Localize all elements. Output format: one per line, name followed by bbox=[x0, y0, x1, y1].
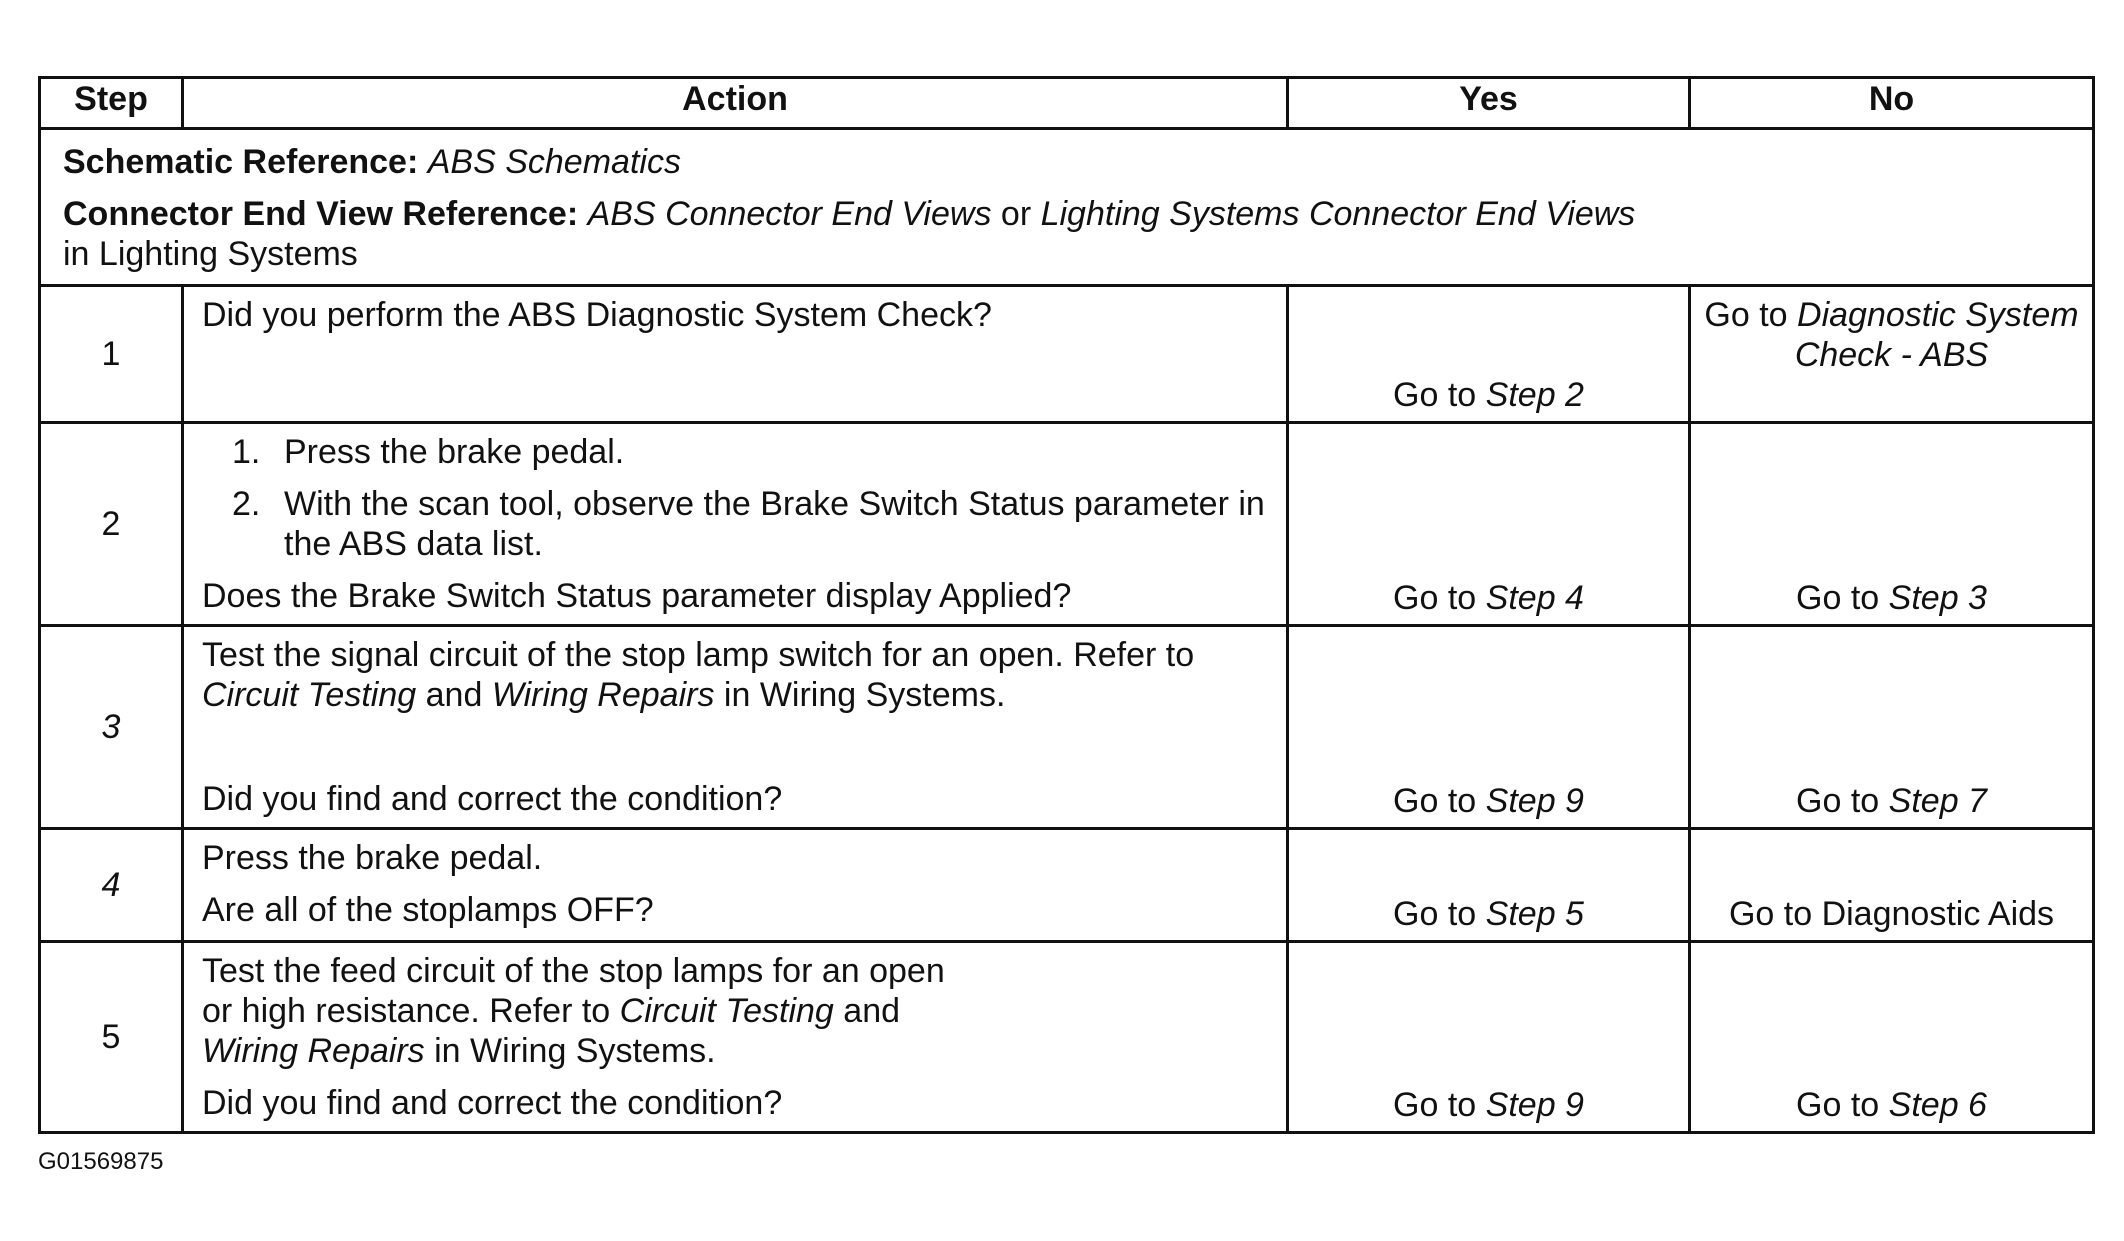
instruction-text: Test the feed circuit of the stop lamps for an open or high resistance. Refer to bbox=[202, 952, 945, 1030]
action-cell bbox=[183, 942, 1288, 1133]
yes-link[interactable]: Step 5 bbox=[1485, 895, 1584, 933]
table-row-step-5 bbox=[40, 942, 2094, 1133]
yes-link[interactable]: Step 9 bbox=[1485, 782, 1584, 820]
subitem-number: 1. bbox=[232, 433, 261, 471]
step-number-cell bbox=[40, 626, 183, 829]
no-prefix: Go to bbox=[1796, 1086, 1880, 1124]
action-subitem-2 bbox=[202, 484, 1268, 564]
header-step: Step bbox=[40, 78, 183, 129]
connector-reference-tail: in Lighting Systems bbox=[63, 235, 358, 273]
circuit-testing-link[interactable]: Circuit Testing bbox=[202, 676, 417, 714]
subitem-number: 2. bbox=[232, 485, 261, 523]
yes-prefix: Go to bbox=[1393, 895, 1477, 933]
spacer bbox=[202, 727, 1268, 779]
step-number: 2 bbox=[40, 423, 183, 626]
instruction-tail: in Wiring Systems. bbox=[434, 1032, 716, 1070]
instruction-and: and bbox=[425, 676, 483, 714]
wiring-repairs-link[interactable]: Wiring Repairs bbox=[202, 1032, 425, 1070]
diagnostic-table bbox=[38, 76, 2095, 1134]
no-prefix: Go to bbox=[1796, 782, 1880, 820]
no-cell bbox=[1690, 286, 2094, 423]
yes-link[interactable]: Step 9 bbox=[1485, 1086, 1584, 1124]
no-diagnostic-aids-link[interactable]: Go to Diagnostic Aids bbox=[1728, 895, 2055, 933]
action-question: Did you find and correct the condition? bbox=[202, 780, 783, 818]
subitem-text: With the scan tool, observe the Brake Switch Status parameter in the ABS data list. bbox=[284, 485, 1265, 563]
table-row-step-4 bbox=[40, 829, 2094, 942]
connector-reference-link-lighting[interactable]: Lighting Systems Connector End Views bbox=[1040, 195, 1636, 233]
yes-prefix: Go to bbox=[1393, 1086, 1477, 1124]
yes-cell bbox=[1288, 286, 1690, 423]
no-cell bbox=[1690, 942, 2094, 1133]
header-no: No bbox=[1690, 78, 2094, 129]
no-link[interactable]: Step 6 bbox=[1888, 1086, 1987, 1124]
step-number: 4 bbox=[101, 866, 121, 904]
action-instruction bbox=[202, 635, 1268, 715]
schematic-reference-link[interactable]: ABS Schematics bbox=[427, 143, 681, 181]
step-number: 3 bbox=[101, 708, 121, 746]
action-instruction: Press the brake pedal. bbox=[202, 839, 543, 877]
no-cell bbox=[1690, 829, 2094, 942]
instruction-text: Test the signal circuit of the stop lamp switch for an open. Refer to bbox=[202, 636, 1195, 674]
action-cell bbox=[183, 286, 1288, 423]
yes-prefix: Go to bbox=[1393, 376, 1477, 414]
yes-cell bbox=[1288, 829, 1690, 942]
yes-cell bbox=[1288, 942, 1690, 1133]
table-row-step-3 bbox=[40, 626, 2094, 829]
no-link[interactable]: Diagnostic System Check - ABS bbox=[1794, 296, 2079, 374]
yes-link[interactable]: Step 4 bbox=[1485, 579, 1584, 617]
yes-cell bbox=[1288, 423, 1690, 626]
figure-caption: G01569875 bbox=[38, 1148, 164, 1175]
wiring-repairs-link[interactable]: Wiring Repairs bbox=[491, 676, 715, 714]
action-subitem-1 bbox=[202, 432, 1268, 472]
action-question: Did you find and correct the condition? bbox=[202, 1084, 783, 1122]
yes-prefix: Go to bbox=[1393, 782, 1477, 820]
action-cell bbox=[183, 626, 1288, 829]
subitem-text: Press the brake pedal. bbox=[284, 433, 625, 471]
step-number: 1 bbox=[40, 286, 183, 423]
action-instruction bbox=[202, 951, 1268, 1071]
action-question: Does the Brake Switch Status parameter display Applied? bbox=[202, 577, 1072, 615]
action-question: Did you perform the ABS Diagnostic System Check? bbox=[202, 296, 992, 334]
schematic-reference-label: Schematic Reference: bbox=[63, 143, 419, 181]
connector-reference bbox=[63, 194, 2070, 274]
instruction-and: and bbox=[843, 992, 901, 1030]
connector-reference-link-abs[interactable]: ABS Connector End Views bbox=[587, 195, 992, 233]
table-row-step-1 bbox=[40, 286, 2094, 423]
action-cell bbox=[183, 423, 1288, 626]
yes-link[interactable]: Step 2 bbox=[1485, 376, 1584, 414]
reference-row bbox=[40, 129, 2094, 286]
no-link[interactable]: Step 3 bbox=[1888, 579, 1987, 617]
circuit-testing-link[interactable]: Circuit Testing bbox=[619, 992, 834, 1030]
header-action: Action bbox=[183, 78, 1288, 129]
no-link[interactable]: Step 7 bbox=[1888, 782, 1987, 820]
no-prefix: Go to bbox=[1796, 579, 1880, 617]
schematic-reference bbox=[63, 142, 2070, 182]
instruction-tail: in Wiring Systems. bbox=[723, 676, 1006, 714]
diagnostic-table-container bbox=[38, 76, 2092, 1134]
action-cell bbox=[183, 829, 1288, 942]
header-row bbox=[40, 78, 2094, 129]
yes-prefix: Go to bbox=[1393, 579, 1477, 617]
yes-cell bbox=[1288, 626, 1690, 829]
table-row-step-2 bbox=[40, 423, 2094, 626]
no-cell bbox=[1690, 626, 2094, 829]
step-number: 5 bbox=[40, 942, 183, 1133]
action-question: Are all of the stoplamps OFF? bbox=[202, 891, 654, 929]
connector-reference-label: Connector End View Reference: bbox=[63, 195, 579, 233]
connector-reference-or: or bbox=[1000, 195, 1032, 233]
no-cell bbox=[1690, 423, 2094, 626]
no-prefix: Go to bbox=[1704, 296, 1788, 334]
header-yes: Yes bbox=[1288, 78, 1690, 129]
step-number-cell bbox=[40, 829, 183, 942]
reference-cell bbox=[40, 129, 2094, 286]
